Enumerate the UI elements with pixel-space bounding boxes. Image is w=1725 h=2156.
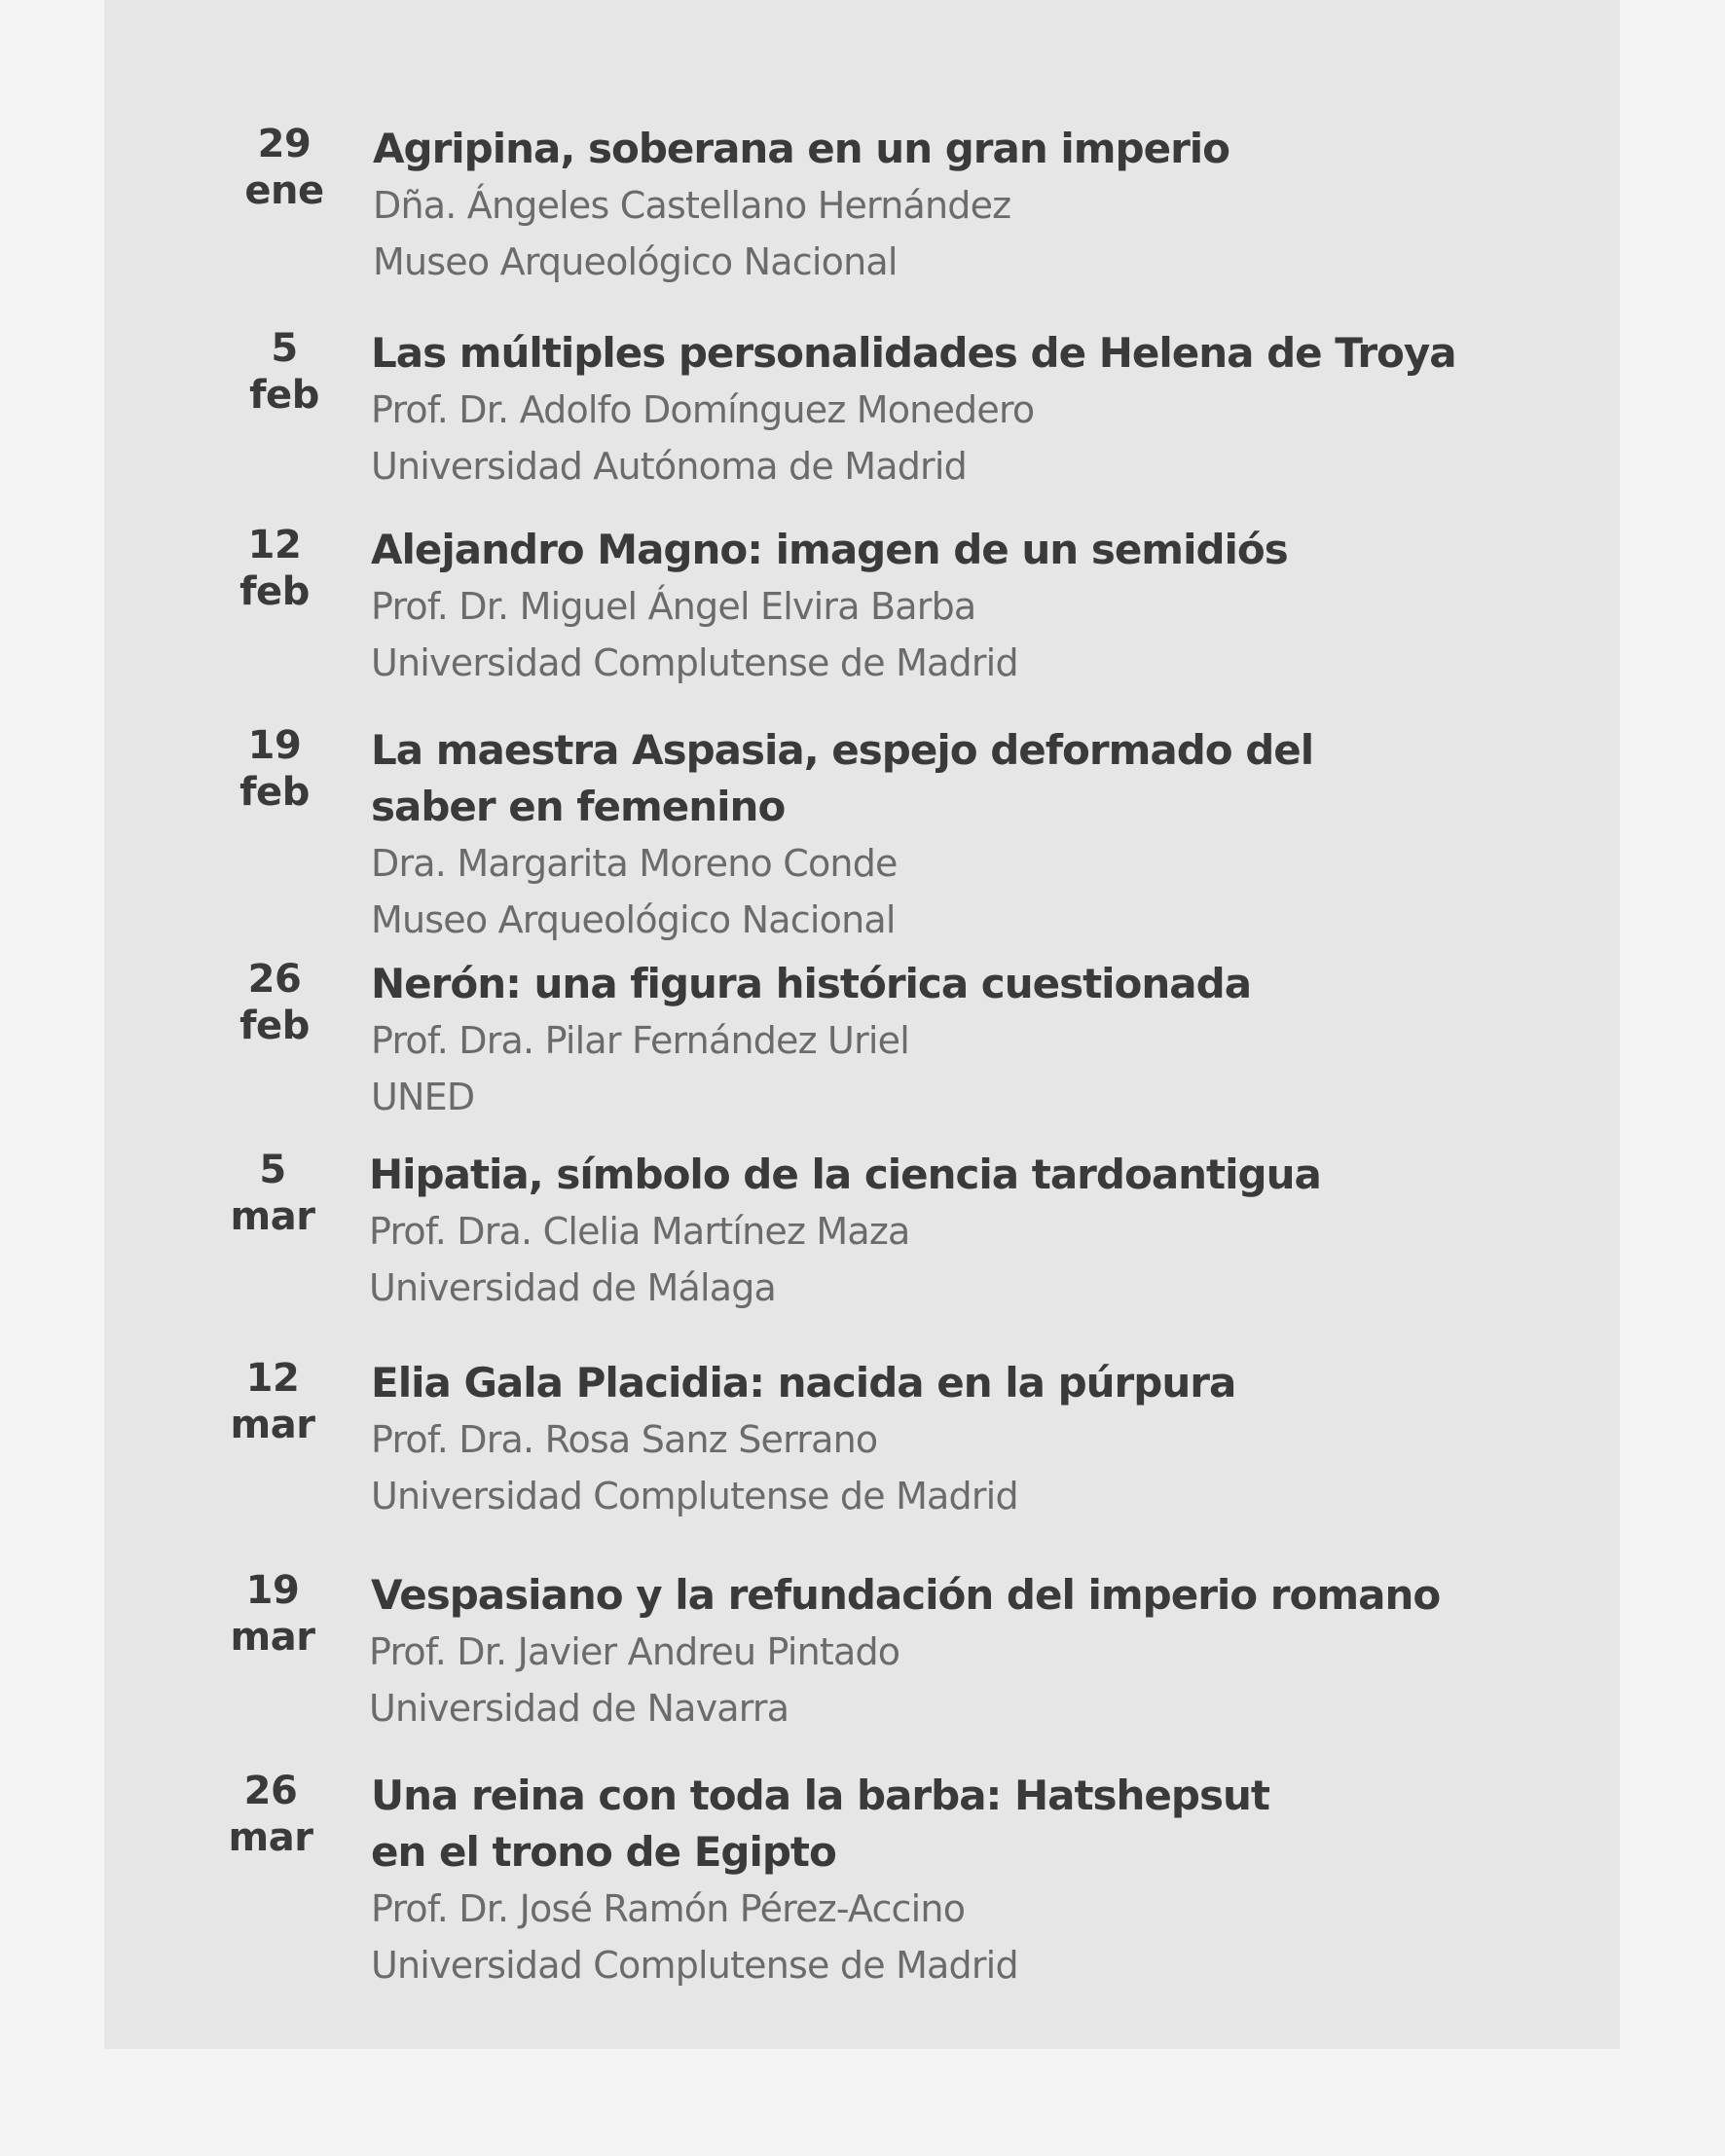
lecture-title: [371, 1567, 1539, 1624]
title-line: Las múltiples personalidades de Helena de Troya: [371, 329, 1456, 377]
date-month: mar: [230, 1403, 315, 1447]
date-month: ene: [244, 168, 324, 213]
lecture-speaker: Dra. Margarita Moreno Conde: [371, 842, 898, 885]
lecture-content: [371, 522, 1539, 691]
lecture-content: [371, 325, 1539, 494]
date-day: 5: [271, 326, 298, 371]
lecture-content: [373, 121, 1541, 290]
date-month: feb: [239, 1004, 310, 1048]
lecture-date: [200, 1147, 346, 1240]
lecture-title: [373, 121, 1541, 177]
date-day: 12: [245, 1356, 300, 1401]
title-line: Nerón: una figura histórica cuestionada: [371, 960, 1252, 1007]
date-month: mar: [228, 1815, 313, 1860]
date-month: mar: [230, 1615, 315, 1660]
lecture-institution: Universidad de Navarra: [369, 1687, 789, 1730]
title-line: saber en femenino: [371, 783, 786, 830]
title-line: Hipatia, símbolo de la ciencia tardoantigua: [369, 1151, 1321, 1198]
lecture-date: [211, 325, 357, 419]
lecture-content: [371, 1567, 1539, 1736]
date-month: feb: [239, 569, 310, 614]
title-line: Vespasiano y la refundación del imperio romano: [371, 1571, 1441, 1619]
lecture-institution: Universidad Complutense de Madrid: [371, 1944, 1018, 1987]
date-day: 5: [259, 1148, 286, 1192]
lecture-title: [371, 1768, 1539, 1881]
title-line: Elia Gala Placidia: nacida en la púrpura: [371, 1359, 1236, 1407]
lecture-content: [369, 1147, 1537, 1316]
date-month: feb: [249, 373, 319, 418]
lecture-content: [371, 1355, 1539, 1524]
date-day: 26: [243, 1769, 298, 1813]
lecture-title: [369, 1147, 1537, 1203]
lecture-content: [371, 956, 1539, 1125]
title-line: Agripina, soberana en un gran imperio: [373, 125, 1230, 172]
lecture-institution: UNED: [371, 1076, 475, 1118]
lecture-speaker: Prof. Dra. Clelia Martínez Maza: [369, 1210, 910, 1253]
date-month: mar: [230, 1194, 315, 1239]
lecture-speaker: Prof. Dra. Rosa Sanz Serrano: [371, 1418, 878, 1461]
lecture-speaker: Prof. Dr. Miguel Ángel Elvira Barba: [371, 585, 976, 628]
date-day: 26: [247, 957, 302, 1002]
lecture-speaker: Prof. Dr. Javier Andreu Pintado: [369, 1630, 900, 1673]
lecture-date: [202, 522, 348, 615]
title-line: La maestra Aspasia, espejo deformado del: [371, 726, 1314, 774]
lecture-date: [200, 1355, 346, 1448]
date-month: feb: [239, 770, 310, 815]
date-day: 19: [247, 723, 302, 768]
lecture-date: [200, 1567, 346, 1661]
program-panel: [104, 0, 1620, 2049]
lecture-institution: Universidad Complutense de Madrid: [371, 1475, 1018, 1517]
lecture-speaker: Prof. Dr. Adolfo Domínguez Monedero: [371, 388, 1035, 431]
lecture-title: [371, 722, 1539, 835]
lecture-speaker: Dña. Ángeles Castellano Hernández: [373, 184, 1011, 227]
lecture-date: [211, 121, 357, 214]
lecture-date: [202, 956, 348, 1049]
lecture-title: [371, 1355, 1539, 1411]
lecture-content: [371, 1768, 1539, 1993]
title-line: Alejandro Magno: imagen de un semidiós: [371, 526, 1288, 573]
lecture-title: [371, 956, 1539, 1012]
lecture-title: [371, 325, 1539, 382]
lecture-institution: Universidad Complutense de Madrid: [371, 641, 1018, 684]
date-day: 29: [257, 122, 312, 166]
lecture-content: [371, 722, 1539, 948]
lecture-date: [202, 722, 348, 816]
date-day: 19: [245, 1568, 300, 1613]
title-line: Una reina con toda la barba: Hatshepsut: [371, 1772, 1269, 1819]
lecture-institution: Universidad Autónoma de Madrid: [371, 445, 967, 488]
lecture-date: [198, 1768, 344, 1861]
lecture-speaker: Prof. Dra. Pilar Fernández Uriel: [371, 1019, 909, 1062]
lecture-institution: Museo Arqueológico Nacional: [373, 240, 898, 283]
date-day: 12: [247, 523, 302, 567]
lecture-institution: Universidad de Málaga: [369, 1266, 777, 1309]
lecture-title: [371, 522, 1539, 578]
lecture-speaker: Prof. Dr. José Ramón Pérez-Accino: [371, 1887, 966, 1930]
title-line: en el trono de Egipto: [371, 1828, 836, 1876]
lecture-institution: Museo Arqueológico Nacional: [371, 898, 896, 941]
